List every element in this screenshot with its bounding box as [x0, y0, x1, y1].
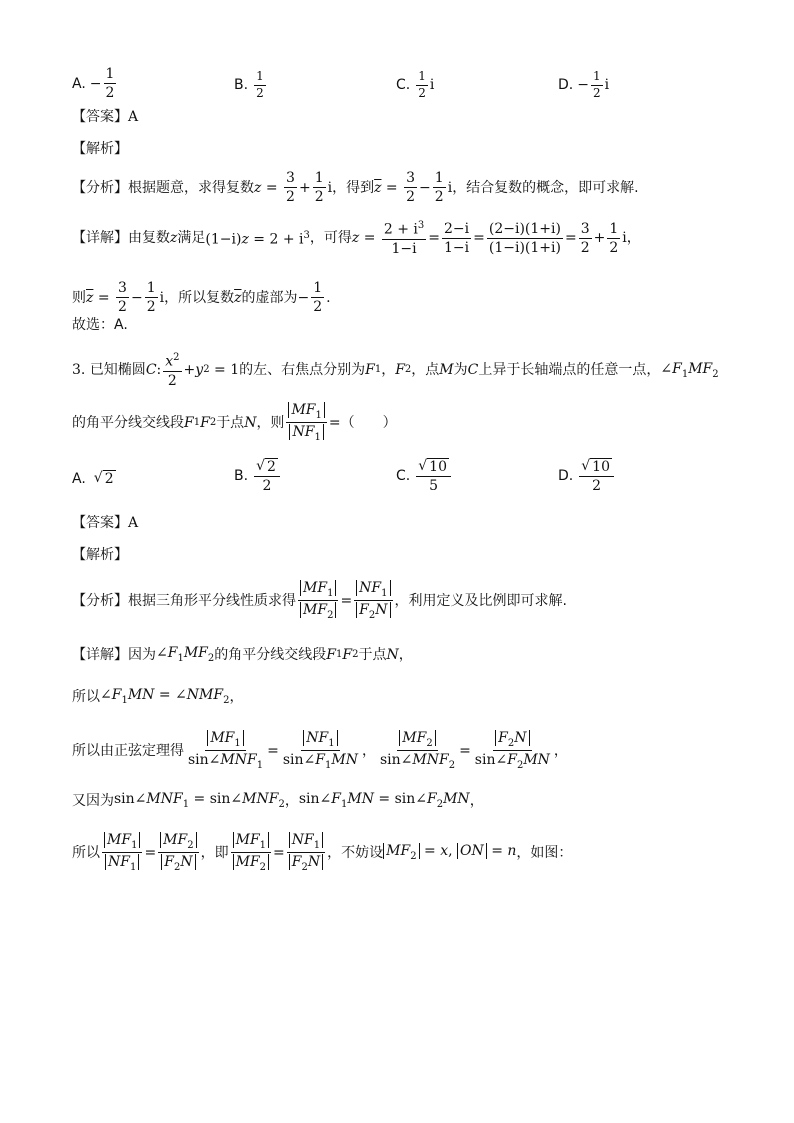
option-b	[234, 70, 268, 101]
question-number: 3.	[72, 362, 86, 379]
suoyi-line-1: 所以 $\angle F_1MN$ = $\angle NMF_2$ ，	[72, 687, 244, 706]
answer-line	[72, 110, 138, 124]
answer-tag: 【答案】	[72, 109, 128, 125]
answer-line-2: 【答案】 A	[72, 515, 139, 531]
youyinwei-line: 又因为 $\sin\angle MNF_1$ = $\sin\angle MNF_2$ ， $\sin\angle F_1MN$ = $\sin\angle F_2MN$ ，	[72, 791, 484, 810]
answer-value: A	[128, 109, 139, 125]
guxuan-line: 故选：A.	[72, 317, 128, 333]
fraction: $\frac{1}{2}$	[418, 69, 426, 100]
xiangjie-line: 【详解】 由复数 z 满足 $(1-i)z = 2 + i^3$ ，可得 z = $\frac{2 + i^3}{1-i}$ = $\frac{2-i}{1-i}$ = $\frac{(2-i)(1+i)}{(1-i)(1+i)}$ = $\frac{3}{2}$ + $\frac{1}{2}$ i ，	[72, 220, 641, 257]
option-d-label: D.	[558, 77, 574, 94]
option-a: A. − $\frac{1}{2}$	[72, 66, 115, 102]
q3-option-a: A. √ 2	[72, 470, 114, 487]
analysis-heading-2: 【解析】	[72, 547, 128, 563]
q3-option-c: C. √ 10 5	[396, 458, 453, 494]
fenxi-line-2: 【分析】 根据三角形平分线性质求得 $\frac{MF_1}{MF_2}$ = $\frac{NF_1}{F_2N}$ ，利用定义及比例即可求解.	[72, 580, 567, 622]
ze-line: 则 $\overline{z}$ = $\frac{3}{2}$ − $\frac{1}{2}$ i ，所以复数 $\overline{z}$ 的虚部为 − $\frac{1}{2}$ .	[72, 280, 331, 316]
analysis-tag: 【解析】	[72, 141, 128, 157]
option-c-label: C.	[396, 77, 411, 94]
question-3-line1: 3. 已知椭圆 C : $\frac{x^2}{2}$ + y 2 = 1 的左、右焦点分别为 F 1 ， F 2 ，点 M 为 C 上异于长轴端点的任意一点， $\angle F_1MF_2$	[72, 352, 719, 389]
option-d: D. − $\frac{1}{2}$ i	[558, 69, 610, 100]
fraction: $\frac{1}{2}$	[592, 69, 601, 100]
option-a-label: A.	[72, 75, 86, 92]
question-3-line2: 的角平分线交线段 F 1 F 2 于点 N ，则 $\frac{MF_1}{NF_1}$ = （ ）	[72, 402, 397, 444]
suoyi-line-2: 所以由正弦定理得 $\frac{MF_1}{\sin\angle MNF_1}$ = $\frac{NF_1}{\sin\angle F_1MN}$ ， $\frac{MF_2}{\sin\angle MNF_2}$ = $\frac{F_2N}{\sin\angle F_2MN}$ ，	[72, 730, 568, 772]
q3-option-b: B. √ 2 2	[234, 458, 282, 494]
fraction: $\frac{1}{2}$	[105, 66, 115, 102]
xiangjie-line-2: 【详解】 因为 $\angle F_1MF_2$ 的角平分线交线段 F 1 F 2 于点 N ，	[72, 645, 413, 664]
fenxi-line: 【分析】 根据题意，求得复数 z = $\frac{3}{2}$ + $\frac{1}{2}$ i ，得到 $\overline{z}$ = $\frac{3}{2}$ − $\frac{1}{2}$ i ，结合复数的概念，即可求解.	[72, 170, 639, 206]
suoyi-line-3: 所以 $\frac{MF_1}{NF_1}$ = $\frac{MF_2}{F_2N}$ ，即 $\frac{MF_1}{MF_2}$ = $\frac{NF_1}{F_2N}$ ，不妨设 $MF_2 = x$, ON = n ，如图：	[72, 832, 573, 874]
q3-option-d: D. √ 10 2	[558, 458, 616, 494]
fenxi-tag: 【分析】	[72, 179, 128, 196]
analysis-heading	[72, 142, 128, 156]
option-c: C. $\frac{1}{2}$ i	[396, 69, 435, 100]
xiangjie-tag: 【详解】	[72, 230, 128, 247]
fraction: $\frac{1}{2}$	[256, 69, 264, 100]
option-b-label: B.	[234, 77, 249, 94]
